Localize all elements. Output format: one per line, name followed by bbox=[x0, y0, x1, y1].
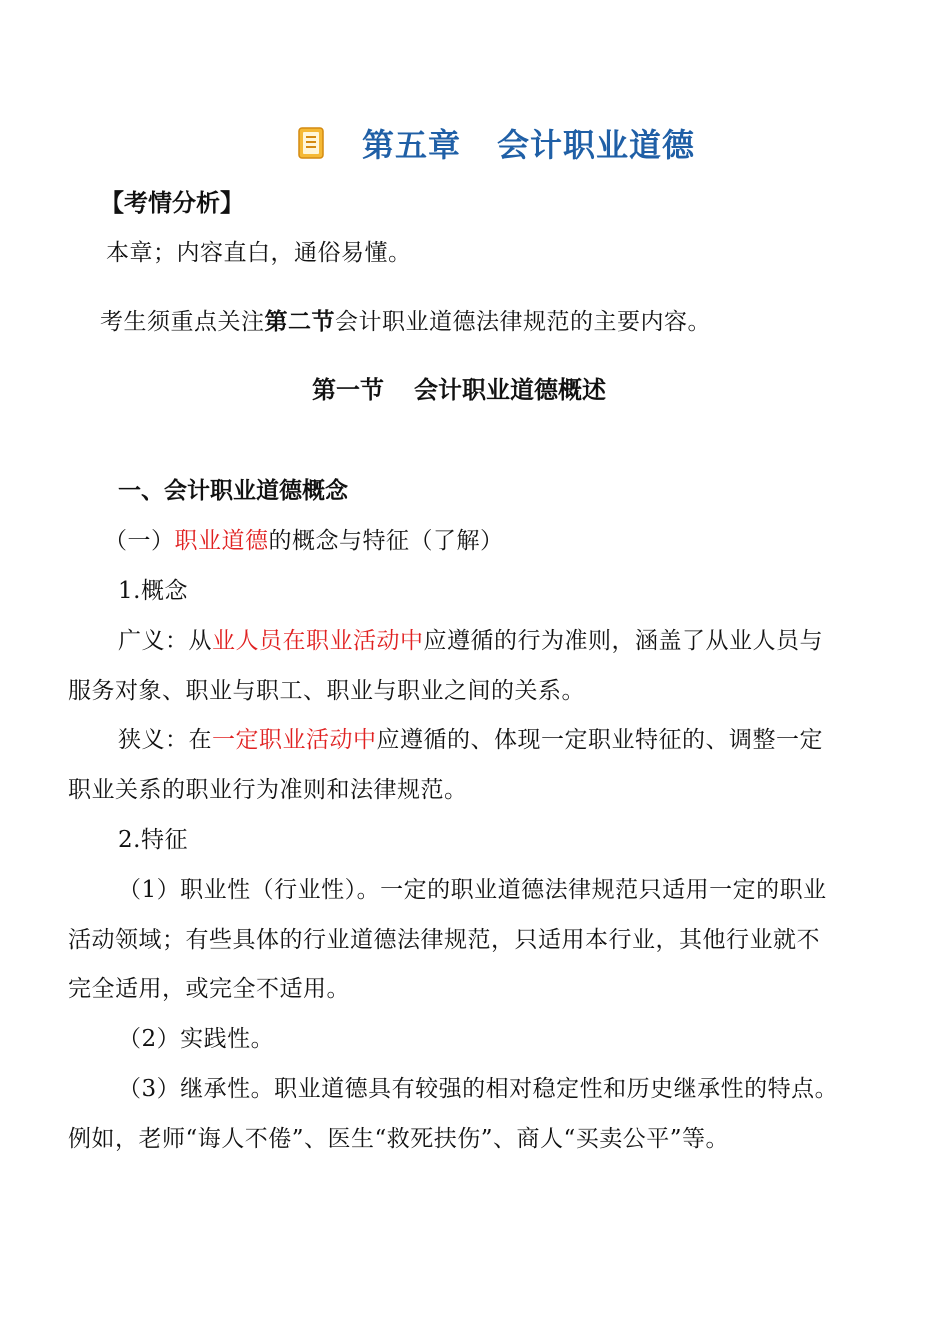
chapter-number: 第五章 bbox=[362, 126, 462, 164]
feature-3-line-2: 例如，老师“诲人不倦”、医生“救死扶伤”、商人“买卖公平”等。 bbox=[68, 1126, 730, 1152]
chapter-header bbox=[296, 118, 695, 168]
subsection-prefix: （一） bbox=[104, 528, 175, 554]
analysis-line-1: 本章；内容直白，通俗易懂。 bbox=[106, 240, 412, 266]
feature-1-line-2: 活动领域；有些具体的行业道德法律规范，只适用本行业，其他行业就不 bbox=[68, 927, 820, 953]
concept-label: 1.概念 bbox=[118, 578, 188, 604]
narrow-definition-line-1 bbox=[118, 721, 823, 754]
analysis-line-2-suffix: 会计职业道德法律规范的主要内容。 bbox=[335, 309, 711, 335]
analysis-line-2-bold: 第二节 bbox=[264, 309, 335, 335]
part-heading: 一、会计职业道德概念 bbox=[118, 478, 348, 504]
subsection-suffix: 的概念与特征（了解） bbox=[268, 528, 504, 554]
section-title bbox=[312, 370, 606, 405]
broad-red: 业人员在职业活动中 bbox=[212, 628, 424, 654]
chapter-title bbox=[362, 120, 695, 166]
feature-2: （2）实践性。 bbox=[118, 1026, 275, 1052]
feature-3-line-1: （3）继承性。职业道德具有较强的相对稳定性和历史继承性的特点。 bbox=[118, 1076, 839, 1102]
narrow-suffix: 应遵循的、体现一定职业特征的、调整一定 bbox=[376, 727, 823, 753]
narrow-definition-line-2: 职业关系的职业行为准则和法律规范。 bbox=[68, 777, 468, 803]
section-number: 第一节 bbox=[312, 376, 384, 404]
broad-suffix: 应遵循的行为准则，涵盖了从业人员与 bbox=[423, 628, 823, 654]
feature-1-line-3: 完全适用，或完全不适用。 bbox=[68, 976, 350, 1002]
narrow-prefix: 狭义：在 bbox=[118, 727, 212, 753]
broad-definition-line-2: 服务对象、职业与职工、职业与职业之间的关系。 bbox=[68, 678, 585, 704]
analysis-line-2 bbox=[100, 303, 711, 336]
analysis-heading: 【考情分析】 bbox=[100, 189, 244, 217]
feature-1-line-1: （1）职业性（行业性）。一定的职业道德法律规范只适用一定的职业 bbox=[118, 877, 827, 903]
broad-definition-line-1 bbox=[118, 622, 823, 655]
document-icon bbox=[296, 126, 326, 160]
narrow-red: 一定职业活动中 bbox=[212, 727, 377, 753]
subsection-heading bbox=[104, 522, 504, 555]
section-name: 会计职业道德概述 bbox=[414, 376, 606, 404]
broad-prefix: 广义：从 bbox=[118, 628, 212, 654]
feature-label: 2.特征 bbox=[118, 827, 188, 853]
chapter-name: 会计职业道德 bbox=[497, 126, 696, 164]
analysis-line-2-prefix: 考生须重点关注 bbox=[100, 309, 265, 335]
subsection-red: 职业道德 bbox=[174, 528, 269, 554]
